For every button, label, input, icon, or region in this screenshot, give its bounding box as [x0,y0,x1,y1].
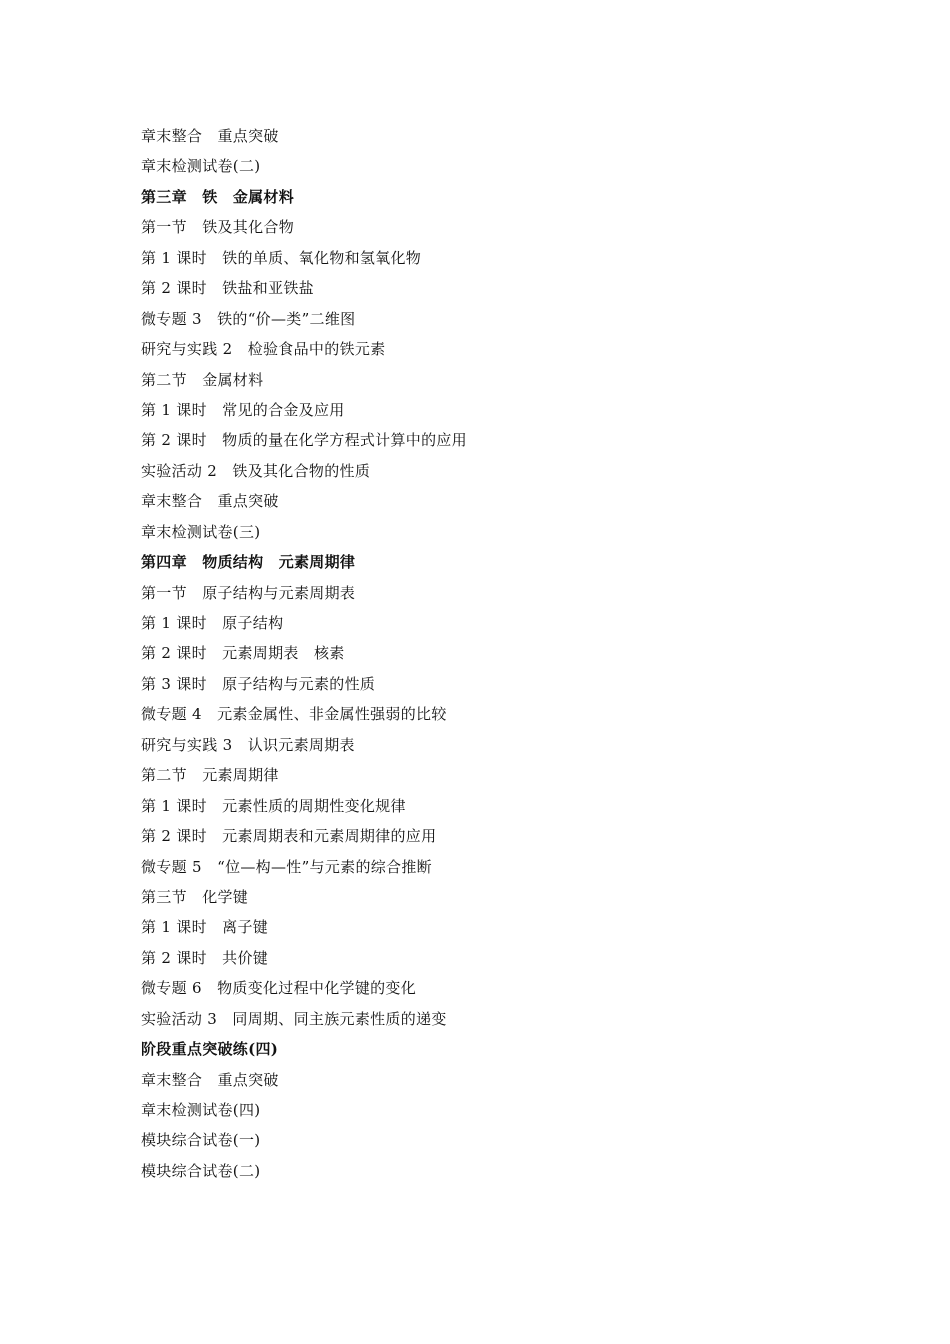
toc-entry: 第 2 课时 铁盐和亚铁盐 [141,279,314,298]
toc-entry: 第 1 课时 元素性质的周期性变化规律 [141,796,406,815]
toc-entry: 章末检测试卷(二) [141,157,261,176]
toc-entry: 第 1 课时 铁的单质、氧化物和氢氧化物 [141,248,422,267]
toc-entry: 第二节 元素周期律 [141,766,279,785]
toc-chapter-heading: 阶段重点突破练(四) [141,1040,279,1059]
toc-entry: 模块综合试卷(二) [141,1161,261,1180]
toc-entry: 第一节 原子结构与元素周期表 [141,583,356,602]
toc-entry: 实验活动 2 铁及其化合物的性质 [141,461,371,480]
toc-entry: 模块综合试卷(一) [141,1131,261,1150]
toc-entry: 第一节 铁及其化合物 [141,218,295,237]
toc-entry: 章末整合 重点突破 [141,127,279,145]
table-of-contents [141,121,467,1186]
toc-entry: 第二节 金属材料 [141,370,264,389]
toc-entry: 第 1 课时 原子结构 [141,614,284,632]
toc-entry: 微专题 5 “位—构—性”与元素的综合推断 [141,857,432,876]
toc-entry: 微专题 4 元素金属性、非金属性强弱的比较 [141,705,447,724]
toc-entry: 微专题 3 铁的“价—类”二维图 [141,309,356,328]
toc-entry: 实验活动 3 同周期、同主族元素性质的递变 [141,1009,447,1028]
toc-entry: 研究与实践 2 检验食品中的铁元素 [141,340,386,359]
toc-entry: 第 3 课时 原子结构与元素的性质 [141,674,376,693]
toc-entry: 第 1 课时 离子键 [141,918,269,937]
toc-entry: 第 2 课时 元素周期表 核素 [141,644,345,663]
toc-entry: 章末检测试卷(三) [141,522,261,541]
toc-entry: 章末检测试卷(四) [141,1101,261,1119]
toc-entry: 章末整合 重点突破 [141,492,279,511]
toc-entry: 第 1 课时 常见的合金及应用 [141,400,345,419]
toc-entry: 第 2 课时 元素周期表和元素周期律的应用 [141,827,437,846]
toc-entry: 第 2 课时 共价键 [141,948,269,967]
toc-chapter-heading: 第四章 物质结构 元素周期律 [141,553,356,572]
toc-entry: 章末整合 重点突破 [141,1070,279,1089]
toc-entry: 研究与实践 3 认识元素周期表 [141,735,355,754]
toc-chapter-heading: 第三章 铁 金属材料 [141,187,295,206]
toc-entry: 第 2 课时 物质的量在化学方程式计算中的应用 [141,431,467,450]
toc-entry: 第三节 化学键 [141,887,249,906]
toc-entry: 微专题 6 物质变化过程中化学键的变化 [141,979,417,998]
